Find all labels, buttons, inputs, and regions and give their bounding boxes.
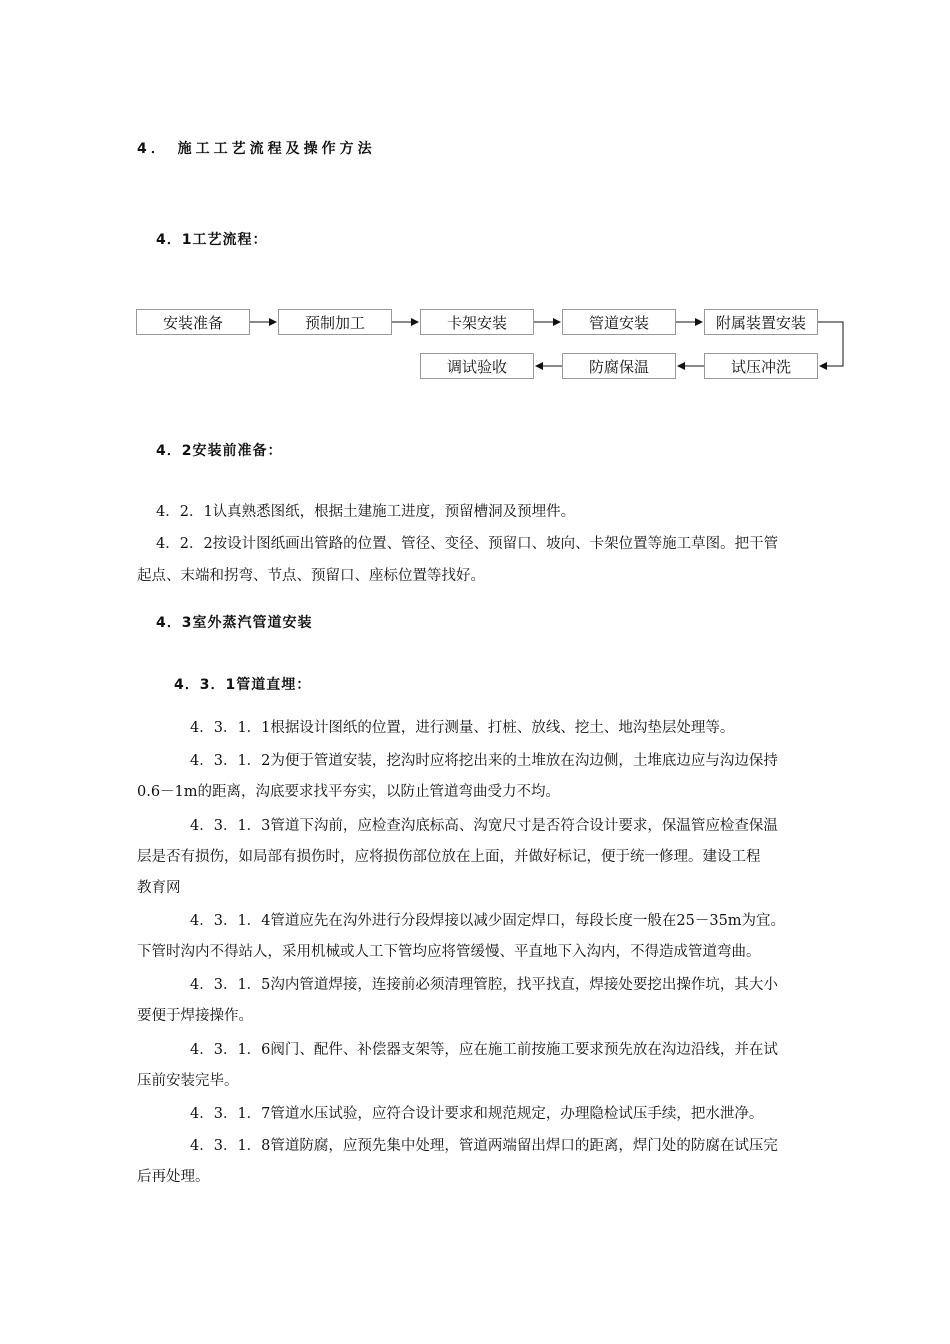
flow-arrow-5 <box>818 322 843 366</box>
flow-step-insulation: 防腐保温 <box>562 353 676 379</box>
item-4-3-1-3-line1: 4．3．1．3管道下沟前，应检查沟底标高、沟宽尺寸是否符合设计要求，保温管应检查保温 <box>190 818 778 834</box>
subsection-4-2-heading: 4．2安装前准备： <box>156 443 283 459</box>
flow-step-commission: 调试验收 <box>420 353 534 379</box>
flow-step-prep: 安装准备 <box>136 309 250 335</box>
item-4-3-1-5-line1: 4．3．1．5沟内管道焊接，连接前必须清理管腔，找平找直，焊接处要挖出操作坑，其大小 <box>190 977 778 993</box>
item-4-3-1-1-line1: 4．3．1．1根据设计图纸的位置，进行测量、打桩、放线、挖土、地沟垫层处理等。 <box>190 720 735 736</box>
item-4-3-1-2-line1: 4．3．1．2为便于管道安装，挖沟时应将挖出来的土堆放在沟边侧，土堆底边应与沟边保持 <box>190 753 778 769</box>
item-4-3-1-7-line1: 4．3．1．7管道水压试验，应符合设计要求和规范规定，办理隐检试压手续，把水泄净。 <box>190 1106 764 1122</box>
flow-step-prefab: 预制加工 <box>278 309 392 335</box>
flow-arrows <box>0 0 950 400</box>
paragraph-4-2-1: 4．2．1认真熟悉图纸，根据土建施工进度，预留槽洞及预埋件。 <box>156 504 576 520</box>
flow-step-pipe: 管道安装 <box>562 309 676 335</box>
item-4-3-1-3-line3: 教育网 <box>137 880 181 896</box>
paragraph-4-2-2-line1: 4．2．2按设计图纸画出管路的位置、管径、变径、预留口、坡向、卡架位置等施工草图。把干管 <box>156 536 779 552</box>
flow-step-bracket: 卡架安装 <box>420 309 534 335</box>
flow-step-pressure-test: 试压冲洗 <box>704 353 818 379</box>
item-4-3-1-4-line2: 下管时沟内不得站人，采用机械或人工下管均应将管缓慢、平直地下入沟内，不得造成管道弯曲。 <box>137 944 761 960</box>
item-4-3-1-5-line2: 要便于焊接操作。 <box>137 1008 253 1024</box>
item-4-3-1-2-line2: 0.6－1m的距离，沟底要求找平夯实，以防止管道弯曲受力不均。 <box>137 784 561 800</box>
item-4-3-1-8-line1: 4．3．1．8管道防腐，应预先集中处理，管道两端留出焊口的距离，焊门处的防腐在试压完 <box>190 1138 778 1154</box>
item-4-3-1-3-line2: 层是否有损伤，如局部有损伤时，应将损伤部位放在上面，并做好标记，便于统一修理。建设工程 <box>137 849 761 865</box>
flow-step-accessory: 附属装置安装 <box>704 309 818 335</box>
subsection-4-3-1-heading: 4．3．1管道直埋： <box>174 677 312 693</box>
subsection-4-1-heading: 4．1工艺流程： <box>156 232 268 248</box>
paragraph-4-2-2-line2: 起点、末端和拐弯、节点、预留口、座标位置等找好。 <box>137 568 485 584</box>
section-heading: 4． 施工工艺流程及操作方法 <box>137 141 376 157</box>
item-4-3-1-6-line2: 压前安装完毕。 <box>137 1073 239 1089</box>
subsection-4-3-heading: 4．3室外蒸汽管道安装 <box>156 615 313 631</box>
item-4-3-1-4-line1: 4．3．1．4管道应先在沟外进行分段焊接以减少固定焊口，每段长度一般在25－35m为宜。 <box>190 913 786 929</box>
item-4-3-1-6-line1: 4．3．1．6阀门、配件、补偿器支架等，应在施工前按施工要求预先放在沟边沿线，并在试 <box>190 1042 778 1058</box>
item-4-3-1-8-line2: 后再处理。 <box>137 1169 210 1185</box>
